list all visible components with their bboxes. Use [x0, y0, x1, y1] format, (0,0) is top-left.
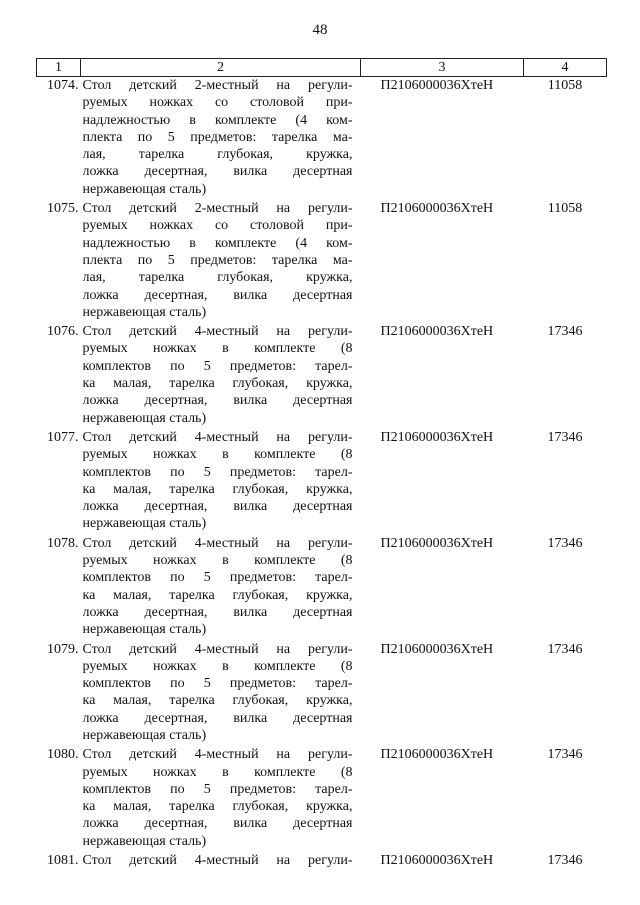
description-line: нержавеющая сталь)	[82, 410, 207, 426]
row-value: 17346	[547, 429, 583, 445]
row-description	[81, 200, 361, 323]
description-line: надлежностью в комплекте (4 ком-	[82, 112, 353, 128]
description-line: комплектов по 5 предметов: тарел-	[82, 570, 353, 586]
description-line: нержавеющая сталь)	[82, 622, 207, 638]
description-line: плекта по 5 предметов: тарелка ма-	[82, 252, 353, 268]
description-line: руемых ножках в комплекте (8	[82, 764, 353, 780]
row-code: П2106000036ХтеН	[380, 641, 494, 657]
header-col-3: 3	[361, 59, 524, 77]
description-line: ка малая, тарелка глубокая, кружка,	[82, 376, 353, 392]
description-line: руемых ножках в комплекте (8	[82, 447, 353, 463]
description-line: ка малая, тарелка глубокая, кружка,	[82, 587, 353, 603]
description-line: ложка десертная, вилка десертная	[82, 499, 353, 515]
row-code: П2106000036ХтеН	[380, 201, 494, 217]
row-description	[81, 852, 361, 871]
row-number: 1081.	[47, 853, 79, 869]
table-row	[37, 77, 607, 201]
table-row	[37, 746, 607, 852]
header-col-1: 1	[37, 59, 81, 77]
row-code: П2106000036ХтеН	[380, 853, 494, 869]
row-code: П2106000036ХтеН	[380, 535, 494, 551]
description-line: Стол детский 2-местный на регули-	[82, 201, 353, 217]
row-code: П2106000036ХтеН	[380, 324, 494, 340]
table-row	[37, 323, 607, 429]
description-line: Стол детский 4-местный на регули-	[82, 535, 353, 551]
description-line: Стол детский 4-местный на регули-	[82, 429, 353, 445]
description-line: ложка десертная, вилка десертная	[82, 287, 353, 303]
document-table-container	[36, 58, 606, 871]
description-line: лая, тарелка глубокая, кружка,	[82, 147, 353, 163]
row-number: 1077.	[47, 429, 79, 445]
description-line: ложка десертная, вилка десертная	[82, 604, 353, 620]
row-description	[81, 429, 361, 535]
table-header	[37, 59, 607, 77]
row-number: 1078.	[47, 535, 79, 551]
description-line: комплектов по 5 предметов: тарел-	[82, 464, 353, 480]
description-line: ложка десертная, вилка десертная	[82, 164, 353, 180]
row-value: 17346	[547, 535, 583, 551]
description-line: комплектов по 5 предметов: тарел-	[82, 676, 353, 692]
description-line: ка малая, тарелка глубокая, кружка,	[82, 481, 353, 497]
header-col-2: 2	[81, 59, 361, 77]
row-number: 1074.	[47, 78, 79, 93]
page-number: 48	[312, 22, 328, 38]
row-value: 17346	[547, 853, 583, 869]
table-row	[37, 852, 607, 871]
row-number: 1079.	[47, 641, 79, 657]
description-line: ка малая, тарелка глубокая, кружка,	[82, 693, 353, 709]
description-line: ложка десертная, вилка десертная	[82, 816, 353, 832]
description-line: руемых ножках в комплекте (8	[82, 341, 353, 357]
row-value: 11058	[547, 201, 583, 217]
description-line: ка малая, тарелка глубокая, кружка,	[82, 799, 353, 815]
row-description	[81, 535, 361, 641]
row-number: 1076.	[47, 324, 79, 340]
row-value: 11058	[547, 78, 583, 93]
row-description	[81, 641, 361, 747]
description-line: комплектов по 5 предметов: тарел-	[82, 358, 353, 374]
row-description	[81, 746, 361, 852]
row-value: 17346	[547, 641, 583, 657]
products-table	[36, 58, 607, 871]
description-line: Стол детский 4-местный на регули-	[82, 853, 353, 869]
description-line: нержавеющая сталь)	[82, 181, 207, 197]
row-description	[81, 323, 361, 429]
row-number: 1075.	[47, 201, 79, 217]
table-row	[37, 535, 607, 641]
description-line: Стол детский 2-местный на регули-	[82, 78, 353, 93]
description-line: Стол детский 4-местный на регули-	[82, 747, 353, 763]
header-row	[37, 59, 607, 77]
table-body	[37, 77, 607, 872]
description-line: руемых ножках в комплекте (8	[82, 553, 353, 569]
description-line: Стол детский 4-местный на регули-	[82, 324, 353, 340]
table-row	[37, 200, 607, 323]
table-row	[37, 641, 607, 747]
description-line: лая, тарелка глубокая, кружка,	[82, 270, 353, 286]
description-line: ложка десертная, вилка десертная	[82, 710, 353, 726]
row-number: 1080.	[47, 747, 79, 763]
row-code: П2106000036ХтеН	[380, 78, 494, 93]
table-row	[37, 429, 607, 535]
description-line: надлежностью в комплекте (4 ком-	[82, 235, 353, 251]
description-line: руемых ножках со столовой при-	[82, 218, 353, 234]
description-line: Стол детский 4-местный на регули-	[82, 641, 353, 657]
row-value: 17346	[547, 747, 583, 763]
description-line: руемых ножках со столовой при-	[82, 95, 353, 111]
description-line: руемых ножках в комплекте (8	[82, 658, 353, 674]
description-line: нержавеющая сталь)	[82, 516, 207, 532]
row-code: П2106000036ХтеН	[380, 747, 494, 763]
row-code: П2106000036ХтеН	[380, 429, 494, 445]
description-line: нержавеющая сталь)	[82, 727, 207, 743]
description-line: нержавеющая сталь)	[82, 304, 207, 320]
row-description	[81, 77, 361, 201]
description-line: ложка десертная, вилка десертная	[82, 393, 353, 409]
header-col-4: 4	[524, 59, 607, 77]
description-line: плекта по 5 предметов: тарелка ма-	[82, 129, 353, 145]
row-value: 17346	[547, 324, 583, 340]
description-line: комплектов по 5 предметов: тарел-	[82, 781, 353, 797]
description-line: нержавеющая сталь)	[82, 833, 207, 849]
